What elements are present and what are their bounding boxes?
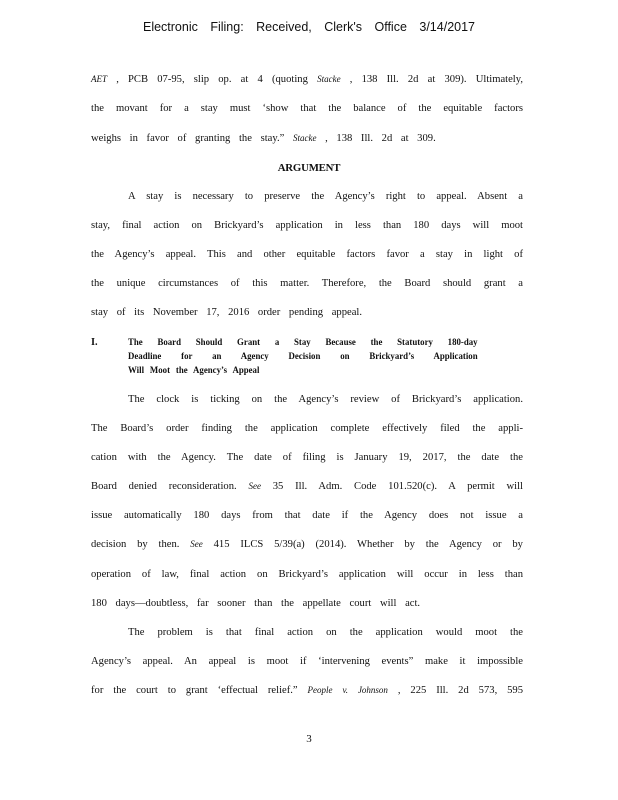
citation-signal: See bbox=[190, 539, 203, 549]
body-line: A stay is necessary to preserve the Agency’s right to appeal. Absent a bbox=[128, 191, 523, 202]
subsection-title-line: Deadline for an Agency Decision on Brickyard’s Application bbox=[128, 351, 478, 362]
citation-signal: See bbox=[248, 481, 261, 491]
section-heading: ARGUMENT bbox=[277, 162, 341, 174]
body-line: issue automatically 180 days from that date if the Agency does not issue a bbox=[91, 510, 523, 521]
body-line: decision by then. See 415 ILCS 5/39(a) (2014). Whether by the Agency or by bbox=[91, 539, 523, 550]
body-line: stay of its November 17, 2016 order pending appeal. bbox=[91, 307, 363, 318]
filing-stamp-header: Electronic Filing: Received, Clerk's Office 3/14/2017 bbox=[142, 20, 475, 34]
case-citation: Stacke bbox=[292, 133, 317, 143]
page-number: 3 bbox=[306, 733, 312, 745]
body-line: The problem is that final action on the application would moot the bbox=[128, 627, 523, 638]
body-line: 180 days—doubtless, far sooner than the appellate court will act. bbox=[91, 598, 421, 609]
subsection-title-line: Will Moot the Agency’s Appeal bbox=[128, 365, 260, 376]
body-line: AET , PCB 07-95, slip op. at 4 (quoting Stacke , 138 Ill. 2d at 309). Ultimately, bbox=[91, 74, 523, 85]
body-line: Board denied reconsideration. See 35 Ill. Adm. Code 101.520(c). A permit will bbox=[91, 481, 523, 492]
case-citation: AET bbox=[91, 74, 108, 84]
body-line: the unique circumstances of this matter. Therefore, the Board should grant a bbox=[91, 278, 523, 289]
body-line: The Board’s order finding the application complete effectively filed the appli- bbox=[91, 423, 523, 434]
subsection-title-line: The Board Should Grant a Stay Because the Statutory 180-day bbox=[128, 337, 478, 348]
body-line: stay, final action on Brickyard’s application in less than 180 days will moot bbox=[91, 220, 523, 231]
body-line: Agency’s appeal. An appeal is moot if ‘intervening events” make it impossible bbox=[91, 656, 523, 667]
body-line: weighs in favor of granting the stay.” Stacke , 138 Ill. 2d at 309. bbox=[91, 133, 436, 144]
body-line: the Agency’s appeal. This and other equitable factors favor a stay in light of bbox=[91, 249, 523, 260]
body-line: for the court to grant ‘effectual relief.” People v. Johnson , 225 Ill. 2d 573, 595 bbox=[91, 685, 524, 696]
case-citation: Stacke bbox=[317, 74, 341, 84]
case-citation: People bbox=[307, 685, 333, 695]
case-citation: Johnson bbox=[357, 685, 388, 695]
subsection-number: I. bbox=[91, 337, 98, 348]
body-line: cation with the Agency. The date of filing is January 19, 2017, the date the bbox=[91, 452, 523, 463]
body-line: operation of law, final action on Brickyard’s application will occur in less than bbox=[91, 569, 523, 580]
body-line: The clock is ticking on the Agency’s review of Brickyard’s application. bbox=[128, 394, 523, 405]
body-line: the movant for a stay must ‘show that the balance of the equitable factors bbox=[91, 103, 523, 114]
